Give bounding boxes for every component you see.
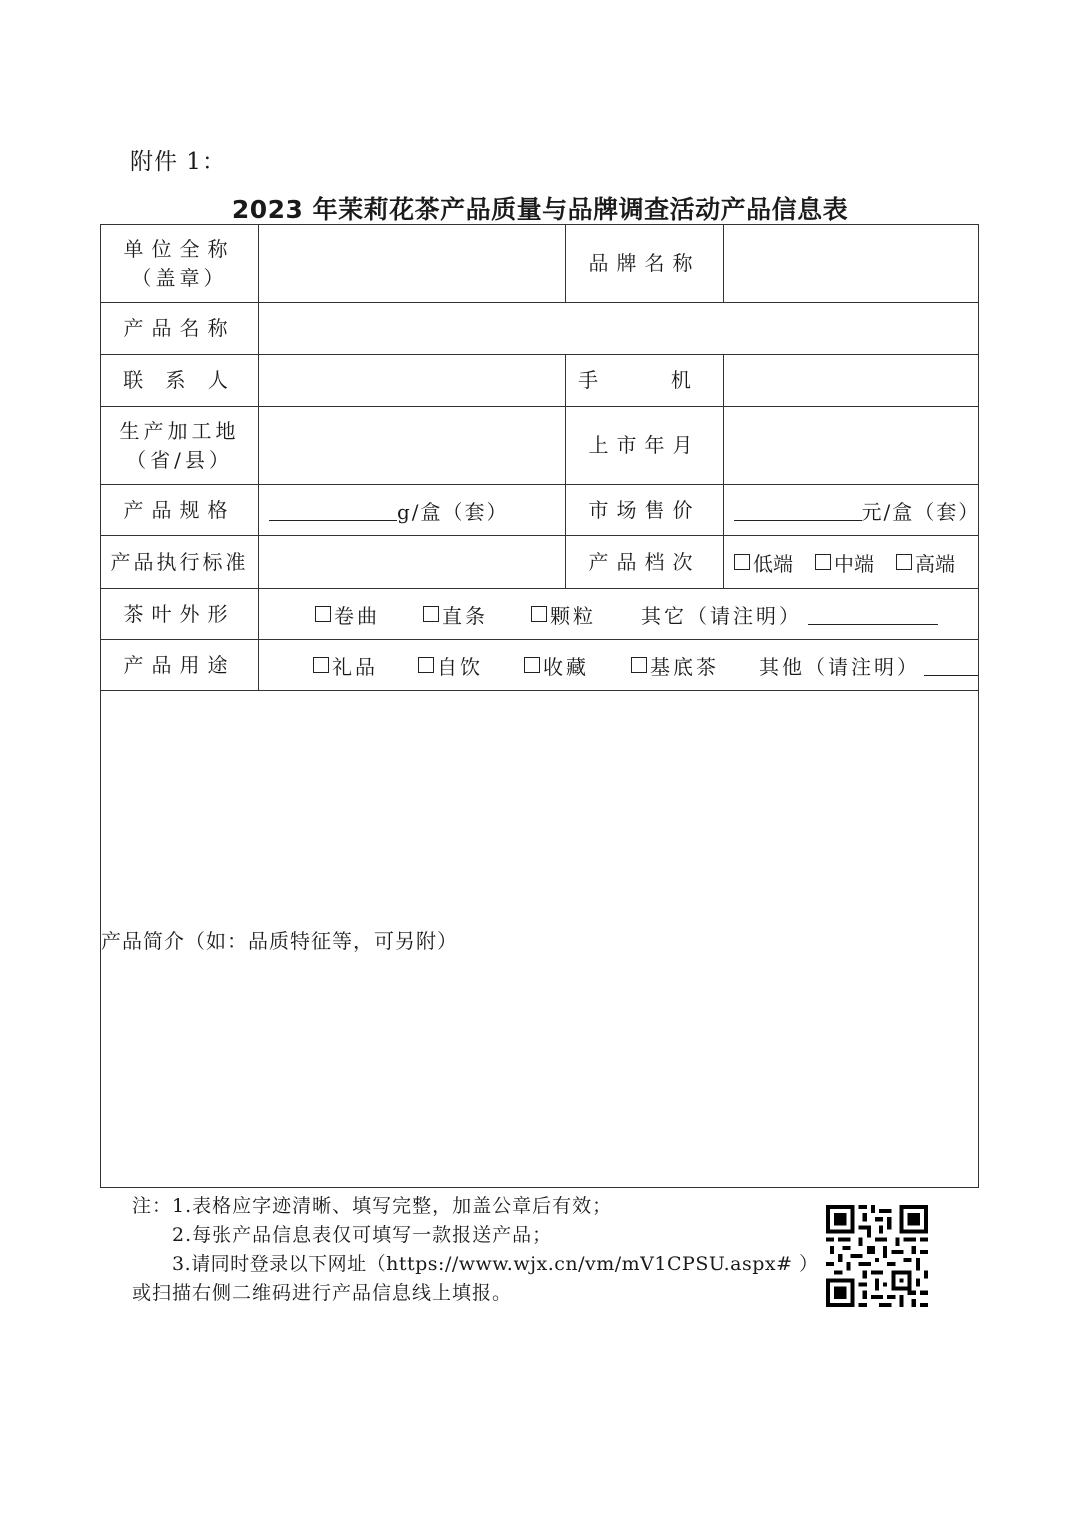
row-product-name xyxy=(101,303,979,355)
field-shape xyxy=(259,589,979,640)
checkbox-icon[interactable] xyxy=(531,606,547,622)
qr-code-icon[interactable] xyxy=(826,1205,928,1307)
price-blank[interactable] xyxy=(734,500,862,521)
checkbox-icon[interactable] xyxy=(631,657,647,673)
label-contact: 联 系 人 xyxy=(101,355,259,407)
footnotes xyxy=(132,1192,819,1308)
field-mobile[interactable] xyxy=(724,355,979,407)
shape-option-granular[interactable]: 颗粒 xyxy=(531,600,641,629)
grade-option-low[interactable]: 低端 xyxy=(734,548,793,577)
spec-unit: g/盒（套） xyxy=(397,499,509,524)
label-unit-name: 单位全称 （盖章） xyxy=(101,225,259,303)
checkbox-icon[interactable] xyxy=(896,554,912,570)
shape-option-straight[interactable]: 直条 xyxy=(423,600,531,629)
field-contact[interactable] xyxy=(259,355,566,407)
checkbox-icon[interactable] xyxy=(315,606,331,622)
field-grade xyxy=(724,536,979,589)
shape-option-curled[interactable]: 卷曲 xyxy=(315,600,423,629)
row-intro xyxy=(101,691,979,1188)
shape-other-blank[interactable] xyxy=(808,604,938,625)
grade-option-high[interactable]: 高端 xyxy=(896,548,955,577)
usage-option-base-tea[interactable]: 基底茶 xyxy=(631,651,759,680)
note-line-3: 3.请同时登录以下网址（https://www.wjx.cn/vm/mV1CPSU.aspx# ） xyxy=(172,1253,819,1275)
note-line-4: 或扫描右侧二维码进行产品信息线上填报。 xyxy=(132,1282,513,1304)
grade-option-mid[interactable]: 中端 xyxy=(815,548,874,577)
row-standard-grade xyxy=(101,536,979,589)
label-brand-name: 品牌名称 xyxy=(566,225,724,303)
row-spec-price xyxy=(101,485,979,536)
spec-blank[interactable] xyxy=(269,500,397,521)
field-launch-date[interactable] xyxy=(724,407,979,485)
product-info-table xyxy=(100,224,979,1188)
label-mobile: 手 机 xyxy=(566,355,724,407)
label-grade: 产品档次 xyxy=(566,536,724,589)
checkbox-icon[interactable] xyxy=(815,554,831,570)
field-standard[interactable] xyxy=(259,536,566,589)
usage-option-self[interactable]: 自饮 xyxy=(418,651,524,680)
usage-other-blank[interactable] xyxy=(924,655,978,676)
usage-other-label: 其他（请注明） xyxy=(759,654,920,679)
note-line-1: 注：1.表格应字迹清晰、填写完整，加盖公章后有效； xyxy=(132,1195,613,1217)
row-usage xyxy=(101,640,979,691)
document-title: 2023 年茉莉花茶产品质量与品牌调查活动产品信息表 xyxy=(231,195,849,224)
field-origin[interactable] xyxy=(259,407,566,485)
checkbox-icon[interactable] xyxy=(423,606,439,622)
label-usage: 产品用途 xyxy=(101,640,259,691)
field-brand-name[interactable] xyxy=(724,225,979,303)
usage-option-collect[interactable]: 收藏 xyxy=(524,651,631,680)
label-shape: 茶叶外形 xyxy=(101,589,259,640)
checkbox-icon[interactable] xyxy=(418,657,434,673)
field-spec[interactable] xyxy=(259,485,566,536)
field-product-name[interactable] xyxy=(259,303,979,355)
row-shape xyxy=(101,589,979,640)
label-origin: 生产加工地 （省/县） xyxy=(101,407,259,485)
row-contact xyxy=(101,355,979,407)
price-unit: 元/盒（套） xyxy=(861,499,981,524)
checkbox-icon[interactable] xyxy=(734,554,750,570)
attachment-label: 附件 1： xyxy=(130,149,226,175)
checkbox-icon[interactable] xyxy=(313,657,329,673)
note-line-2: 2.每张产品信息表仅可填写一款报送产品； xyxy=(172,1224,553,1246)
checkbox-icon[interactable] xyxy=(524,657,540,673)
row-unit xyxy=(101,225,979,303)
field-unit-name[interactable] xyxy=(259,225,566,303)
usage-option-gift[interactable]: 礼品 xyxy=(313,651,418,680)
label-launch-date: 上市年月 xyxy=(566,407,724,485)
field-price[interactable] xyxy=(724,485,979,536)
shape-other-label: 其它（请注明） xyxy=(641,603,802,628)
field-usage xyxy=(259,640,979,691)
label-spec: 产品规格 xyxy=(101,485,259,536)
label-intro: 产品简介（如：品质特征等，可另附） xyxy=(101,928,458,953)
label-price: 市场售价 xyxy=(566,485,724,536)
row-origin xyxy=(101,407,979,485)
field-intro[interactable] xyxy=(101,691,979,1188)
label-standard: 产品执行标准 xyxy=(101,536,259,589)
label-product-name: 产品名称 xyxy=(101,303,259,355)
